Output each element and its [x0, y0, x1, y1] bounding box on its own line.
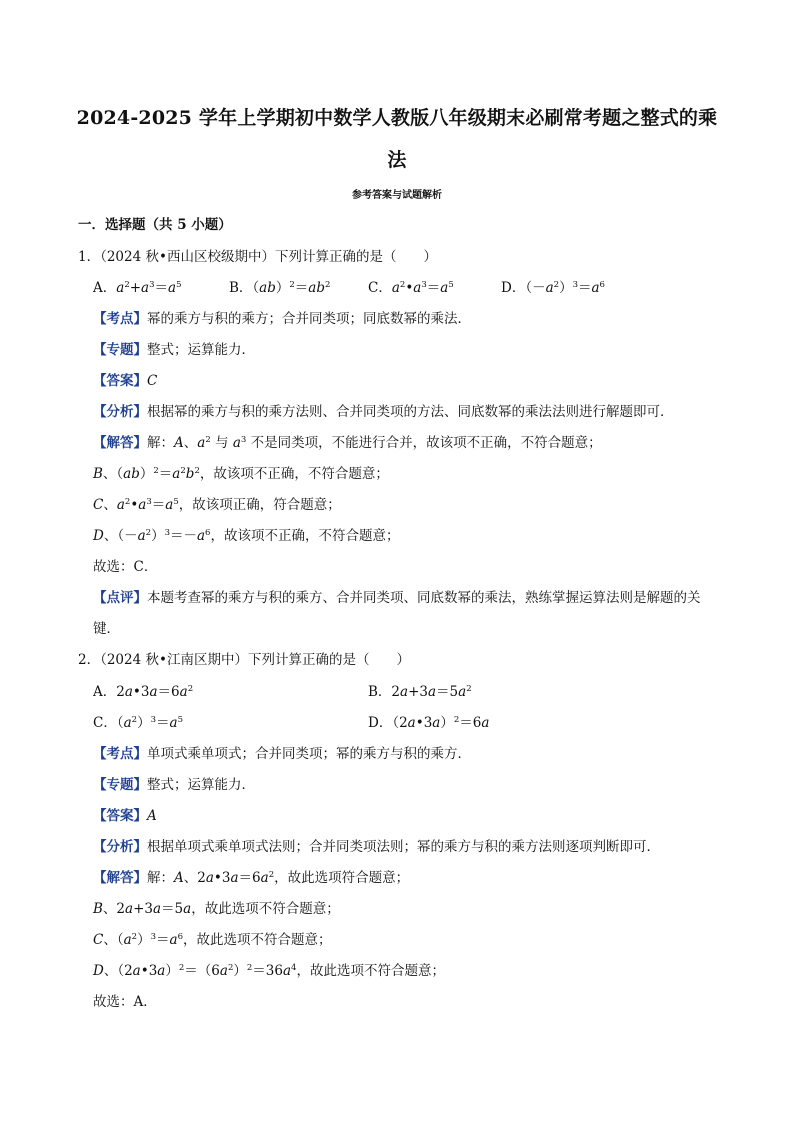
- q1-jieda-b: B、$(ab)^2=a^2b^2$，故该项不正确，不符合题意；: [93, 466, 389, 482]
- jieda-tag: 【解答】: [93, 435, 147, 451]
- q2-option-c[interactable]: C．$(a^2)^3=a^5$: [93, 715, 183, 731]
- q1-jieda-d: D、$(-a^2)^3=-a^6$，故该项不正确，不符合题意；: [93, 528, 400, 544]
- q1-option-c[interactable]: C．$a^2•a^3=a^5$: [368, 280, 454, 296]
- daan-tag: 【答案】: [93, 808, 147, 824]
- fenxi-tag: 【分析】: [93, 404, 147, 420]
- q1-fenxi: 【分析】根据幂的乘方与积的乘方法则、合并同类项的方法、同底数幂的乘法法则进行解题即可．: [93, 404, 674, 420]
- q1-option-a[interactable]: A．$a^2+a^3=a^5$: [93, 280, 182, 296]
- daan-tag: 【答案】: [93, 373, 147, 389]
- q2-option-b[interactable]: B．$2a+3a=5a^2$: [368, 684, 472, 700]
- q1-option-b[interactable]: B．$(ab)^2=ab^2$: [229, 280, 331, 296]
- kaodian-tag: 【考点】: [93, 746, 147, 762]
- section-heading: 一．选择题（共 5 小题）: [78, 217, 232, 233]
- q2-jieda-c: C、$(a^2)^3=a^6$，故此选项不符合题意；: [93, 932, 332, 948]
- q2-option-a[interactable]: A．$2a•3a=6a^2$: [93, 684, 194, 700]
- q1-dianping: 【点评】本题考查幂的乘方与积的乘方、合并同类项、同底数幂的乘法，熟练掌握运算法则是解题的关: [93, 590, 701, 606]
- question-1-stem: 1．（2024 秋•西山区校级期中）下列计算正确的是（ ）: [78, 249, 437, 265]
- q2-jieda-d: D、$(2a•3a)^2=(6a^2)^2=36a^4$，故此选项不符合题意；: [93, 963, 445, 979]
- q2-kaodian: 【考点】单项式乘单项式；合并同类项；幂的乘方与积的乘方．: [93, 746, 471, 762]
- q2-zhuanti: 【专题】整式；运算能力．: [93, 777, 255, 793]
- page-subtitle: 参考答案与试题解析: [352, 190, 442, 201]
- zhuanti-tag: 【专题】: [93, 777, 147, 793]
- q1-choice: 故选：C．: [93, 559, 158, 575]
- jieda-tag: 【解答】: [93, 870, 147, 886]
- q1-zhuanti: 【专题】整式；运算能力．: [93, 342, 255, 358]
- q2-option-d[interactable]: D．（2a•3a）$^2$＝6a: [368, 715, 490, 731]
- q1-dianping-cont: 键．: [93, 621, 120, 637]
- dianping-tag: 【点评】: [93, 590, 147, 606]
- page-title: 2024-2025 学年上学期初中数学人教版八年级期末必刷常考题之整式的乘: [76, 107, 718, 129]
- q1-answer: 【答案】C: [93, 373, 158, 389]
- q1-jieda: 【解答】解：A、$a^2$ 与 $a^3$ 不是同类项，不能进行合并，故该项不正确，不符合题意；: [93, 435, 602, 451]
- q1-option-d[interactable]: D．$(-a^2)^3=a^6$: [501, 280, 605, 296]
- fenxi-tag: 【分析】: [93, 839, 147, 855]
- q1-kaodian: 【考点】幂的乘方与积的乘方；合并同类项；同底数幂的乘法．: [93, 311, 471, 327]
- page-title-continued: 法: [387, 149, 407, 171]
- q1-jieda-c: C、$a^2•a^3=a^5$，故该项正确，符合题意；: [93, 497, 341, 513]
- q2-choice: 故选：A．: [93, 994, 157, 1010]
- q2-jieda: 【解答】解：A、$2a•3a=6a^2$，故此选项符合题意；: [93, 870, 410, 886]
- question-2-stem: 2．（2024 秋•江南区期中）下列计算正确的是（ ）: [78, 652, 410, 668]
- zhuanti-tag: 【专题】: [93, 342, 147, 358]
- q2-fenxi: 【分析】根据单项式乘单项式法则；合并同类项法则；幂的乘方与积的乘方法则逐项判断即可．: [93, 839, 660, 855]
- kaodian-tag: 【考点】: [93, 311, 147, 327]
- q2-jieda-b: B、2a+3a＝5a，故此选项不符合题意；: [93, 901, 340, 917]
- q2-answer: 【答案】A: [93, 808, 157, 824]
